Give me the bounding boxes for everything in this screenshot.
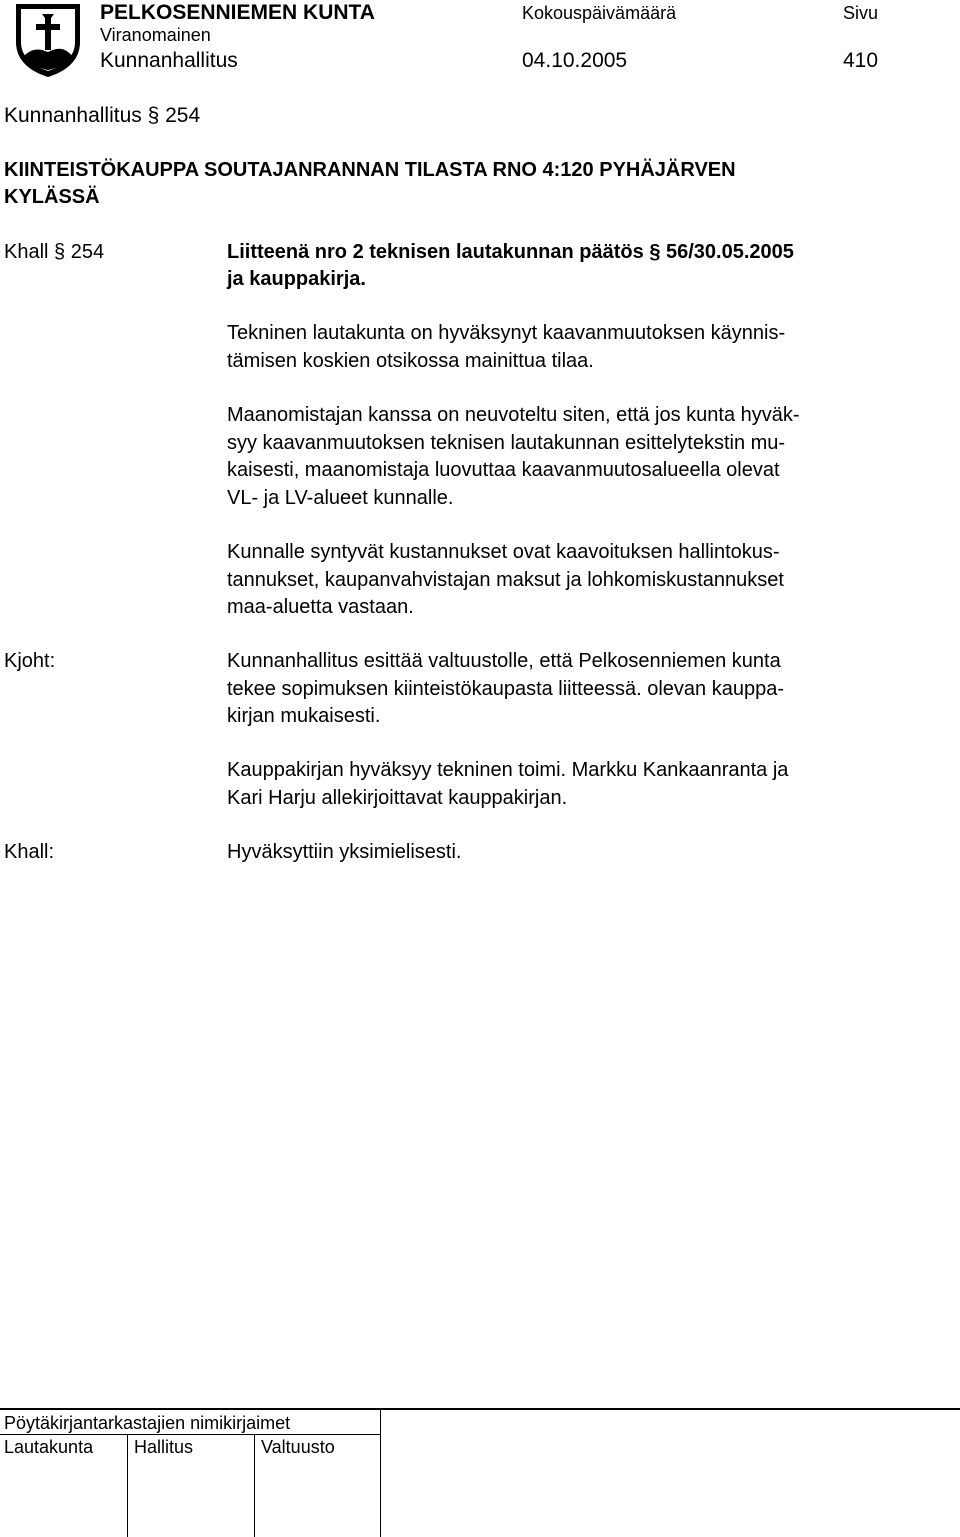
text-line: Kunnalle syntyvät kustannukset ovat kaavoituksen hallintokus-	[227, 541, 780, 563]
page-label: Sivu	[843, 3, 879, 23]
text-line: Maanomistajan kanssa on neuvoteltu siten, että jos kunta hyväk-	[227, 404, 800, 426]
khall-ref-label: Khall § 254	[4, 241, 105, 263]
text-line: kaisesti, maanomistaja luovuttaa kaavanmuutosalueella olevat	[227, 459, 780, 481]
signature-divider-3	[380, 1410, 381, 1537]
decision-label: Khall:	[4, 841, 55, 863]
signature-title-rule	[0, 1434, 380, 1435]
paragraph-technical-board	[227, 320, 927, 375]
text-line: kirjan mukaisesti.	[227, 705, 381, 727]
authority-value: Kunnanhallitus	[100, 49, 238, 72]
text-line: VL- ja LV-alueet kunnalle.	[227, 486, 454, 509]
section-title-line2: KYLÄSSÄ	[4, 186, 100, 208]
text-line: tämisen koskien otsikossa mainittua tilaa.	[227, 349, 594, 372]
text-line: syy kaavanmuutoksen teknisen lautakunnan esittelytekstin mu-	[227, 431, 786, 454]
section-heading: Kunnanhallitus § 254	[4, 104, 201, 127]
municipality-name: PELKOSENNIEMEN KUNTA	[100, 1, 375, 24]
text-line: Kunnanhallitus esittää valtuustolle, että Pelkosenniemen kunta	[227, 650, 781, 672]
signature-column-lautakunta: Lautakunta	[4, 1437, 94, 1457]
section-title-line1: KIINTEISTÖKAUPPA SOUTAJANRANNAN TILASTA RNO 4:120 PYHÄJÄRVEN	[4, 159, 736, 181]
signature-divider-1	[127, 1435, 128, 1537]
paragraph-landowner	[227, 402, 927, 512]
attachment-line2: ja kauppakirja.	[227, 268, 366, 290]
text-line: tekee sopimuksen kiinteistökaupasta liitteessä. olevan kauppa-	[227, 677, 784, 700]
meeting-date: 04.10.2005	[522, 49, 628, 72]
text-line: Kauppakirjan hyväksyy tekninen toimi. Markku Kankaanranta ja	[227, 759, 789, 781]
text-line: maa-aluetta vastaan.	[227, 596, 414, 618]
page-number: 410	[843, 49, 879, 72]
signature-top-rule	[0, 1408, 960, 1410]
text-line: Tekninen lautakunta on hyväksynyt kaavanmuutoksen käynnis-	[227, 322, 786, 344]
text-line: Kari Harju allekirjoittavat kauppakirjan.	[227, 786, 568, 809]
signature-title: Pöytäkirjantarkastajien nimikirjaimet	[4, 1413, 291, 1433]
authority-label: Viranomainen	[100, 25, 211, 45]
signature-column-hallitus: Hallitus	[134, 1437, 194, 1457]
decision-text: Hyväksyttiin yksimielisesti.	[227, 841, 462, 863]
paragraph-costs	[227, 539, 927, 622]
signature-box	[0, 1408, 960, 1537]
proposal-label: Kjoht:	[4, 650, 56, 672]
municipality-crest-logo	[12, 2, 84, 78]
proposal-paragraph-1	[227, 648, 927, 731]
signature-column-valtuusto: Valtuusto	[261, 1437, 335, 1457]
proposal-paragraph-2	[227, 757, 927, 812]
attachment-line1: Liitteenä nro 2 teknisen lautakunnan päätös § 56/30.05.2005	[227, 241, 794, 263]
signature-divider-2	[254, 1435, 255, 1537]
meeting-date-label: Kokouspäivämäärä	[522, 3, 677, 23]
text-line: tannukset, kaupanvahvistajan maksut ja lohkomiskustannukset	[227, 568, 784, 591]
